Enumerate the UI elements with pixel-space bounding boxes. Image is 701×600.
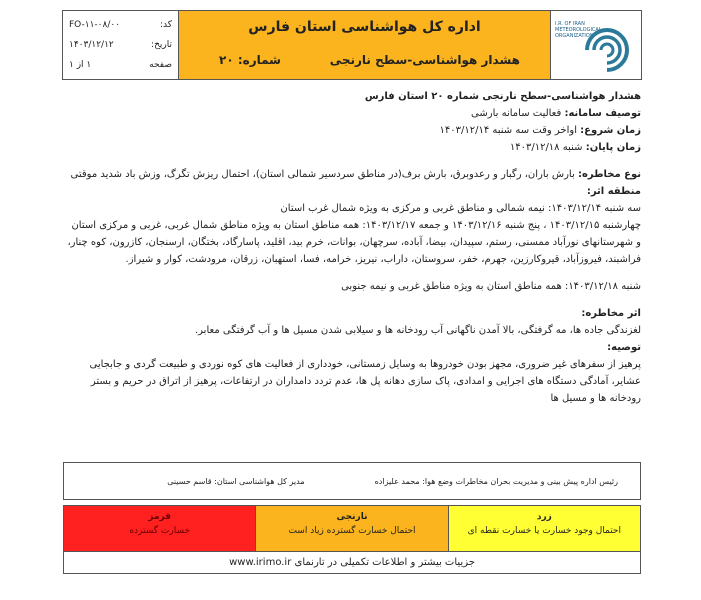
- document-header: [62, 10, 642, 80]
- logo-text-line: I.R. OF IRAN: [555, 21, 585, 27]
- document-meta: [63, 11, 178, 79]
- level-title: نارنجی: [336, 512, 368, 522]
- level-title: زرد: [536, 512, 552, 522]
- hazard-value: بارش باران، رگبار و رعدوبرق، بارش برف(در مناطق سردسیر شمالی استان)، احتمال ریزش تگرگ، وزش باد شدید موقتی: [70, 169, 575, 180]
- level-orange: [255, 506, 447, 551]
- advice-line: عشایر، آمادگی دستگاه های اجرایی و امدادی، پاک سازی دهانه پل ها، عدم تردد دامداران در ارتفاعات، پرهیز از اتراق در حریم و بستر: [90, 376, 641, 387]
- advice-label: توصیه:: [607, 342, 641, 353]
- start-value: اواخر وقت سه شنبه ۱۴۰۳/۱۲/۱۴: [439, 125, 577, 136]
- level-desc: احتمال وجود خسارت یا خسارت نقطه ای: [467, 526, 622, 536]
- advice-line: رودخانه ها و مسیل ها: [550, 393, 641, 404]
- system-value: فعالیت سامانه بارشی: [471, 108, 562, 119]
- end-label: زمان پایان:: [585, 142, 641, 153]
- level-red: [64, 506, 255, 551]
- hazard-label: نوع مخاطره:: [577, 169, 641, 180]
- signature-box: [63, 462, 641, 500]
- area-line: شنبه ۱۴۰۳/۱۲/۱۸: همه مناطق استان به ویژه مناطق غربی و نیمه جنوبی: [341, 281, 641, 292]
- effect-label: اثر مخاطره:: [581, 308, 641, 319]
- page-label: صفحه: [149, 60, 172, 70]
- body-heading: هشدار هواشناسی-سطح نارنجی شماره ۲۰ استان فارس: [364, 91, 641, 102]
- forecast-head-signature: رئیس اداره پیش بینی و مدیریت بحران مخاطرات وضع هوا: محمد علیزاده: [374, 476, 618, 486]
- director-signature: مدیر کل هواشناسی استان: قاسم حسینی: [167, 476, 305, 486]
- area-line: چهارشنبه ۱۴۰۳/۱۲/۱۵ ، پنج شنبه ۱۴۰۳/۱۲/۱۶ و جمعه ۱۴۰۳/۱۲/۱۷: همه مناطق استان به ویژه مناطق شمال غربی، غربی و مرکزی استان: [71, 220, 641, 231]
- logo-text-line: ORGANIZATION: [555, 33, 594, 39]
- system-label: توصیف سامانه:: [564, 108, 641, 119]
- effect-value: لغزندگی جاده ها، مه گرفتگی، بالا آمدن ناگهانی آب رودخانه ها و سیلابی شدن مسیل ها و آب گرفتگی معابر.: [194, 325, 641, 336]
- advice-line: پرهیز از سفرهای غیر ضروری، مجهز بودن خودروها به وسایل زمستانی، خودداری از فعالیت های کوه نوردی و طبیعت گردی و جابجایی: [89, 359, 641, 370]
- level-yellow: [448, 506, 640, 551]
- org-title: اداره کل هواشناسی استان فارس: [248, 19, 481, 35]
- warning-body: [67, 88, 641, 407]
- logo: [550, 11, 641, 79]
- level-title: قرمز: [148, 512, 172, 522]
- warning-title: هشدار هواشناسی-سطح نارنجی: [329, 53, 520, 67]
- meteorological-organization-logo-icon: [577, 25, 637, 75]
- area-label: منطقه اثر:: [586, 186, 641, 197]
- area-line: و شهرستانهای نورآباد ممسنی، رستم، سپیدان، بیضا، آباده، سرچهان، بوانات، خرم بید، اقلید، پاسارگاد، بختگان، ارسنجان، کازرون، کوه چنار،: [67, 237, 641, 248]
- logo-text-line: METEOROLOGICAL: [555, 27, 602, 33]
- page-value: ۱ از ۱: [69, 60, 92, 70]
- date-label: تاریخ:: [151, 40, 172, 50]
- code-value: FO-۱۱-۰۸/۰۰: [69, 20, 121, 30]
- code-label: کد:: [159, 20, 172, 30]
- area-line: سه شنبه ۱۴۰۳/۱۲/۱۴: نیمه شمالی و مناطق غربی و مرکزی به ویژه شمال غرب استان: [280, 203, 641, 214]
- start-label: زمان شروع:: [580, 125, 641, 136]
- level-desc: خسارت گسترده: [129, 526, 191, 536]
- website-footer: جزییات بیشتر و اطلاعات تکمیلی در تارنمای www.irimo.ir: [229, 557, 475, 568]
- area-line: فراشبند، فیروزآباد، قیروکارزین، جهرم، خفر، سروستان، داراب، نیریز، خرامه، فسا، استهبان، زرقان، مرودشت، کوار و شیراز.: [125, 254, 641, 265]
- date-value: ۱۴۰۳/۱۲/۱۲: [69, 40, 114, 50]
- warning-levels-table: [63, 505, 641, 574]
- warning-number: شماره: ۲۰: [219, 53, 281, 67]
- end-value: شنبه ۱۴۰۳/۱۲/۱۸: [509, 142, 583, 153]
- title-block: [178, 11, 550, 79]
- level-desc: احتمال خسارت گسترده زیاد است: [288, 526, 416, 536]
